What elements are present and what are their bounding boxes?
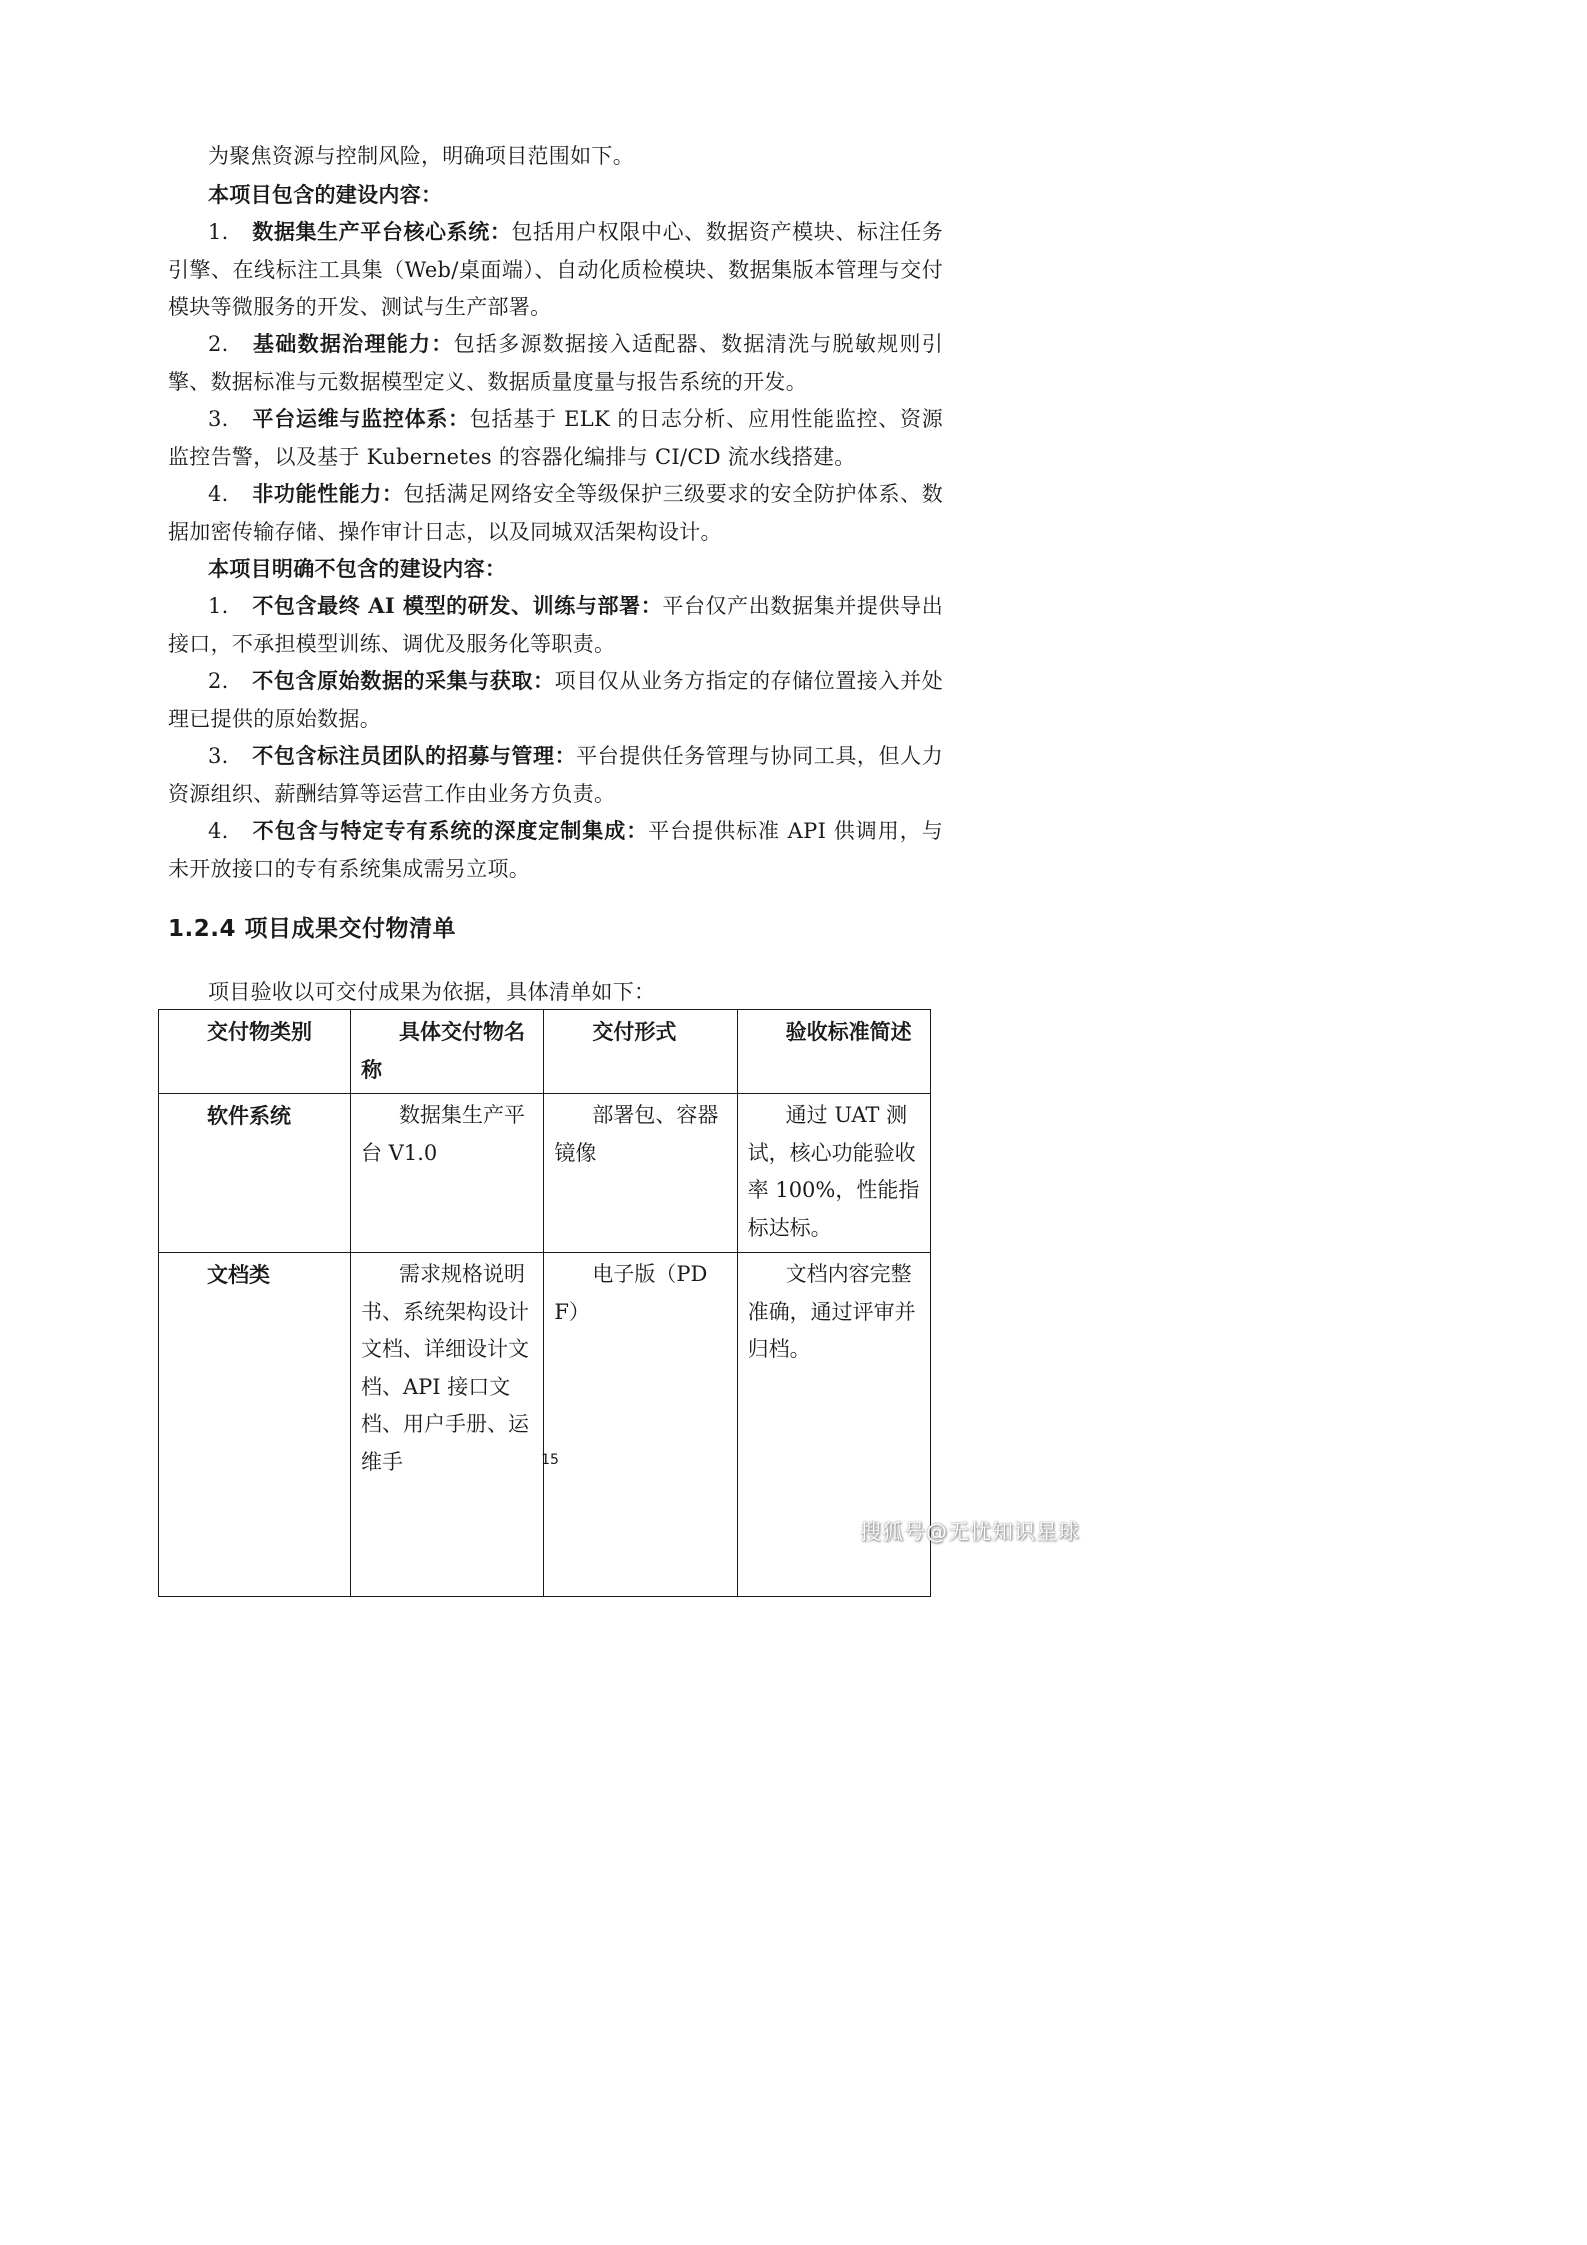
item-label: 基础数据治理能力： (252, 331, 454, 356)
list-number: 2. (208, 332, 229, 356)
table-row (159, 1253, 931, 1597)
table-header-cell: 交付物类别 (159, 1010, 351, 1094)
table-cell (351, 1253, 544, 1597)
cell-text: 文档内容完整准确，通过评审并归档。 (747, 1262, 916, 1361)
table-header-row (159, 1010, 931, 1094)
in-scope-item-1 (168, 213, 943, 327)
list-number: 1. (208, 594, 229, 618)
list-number: 2. (208, 669, 229, 693)
item-text: 包括基于 ELK 的日志分析、应用性能监控、资源监控告警，以及基于 Kubernetes 的容器化编排与 CI/CD 流水线搭建。 (168, 407, 944, 469)
section-number: 1.2.4 (168, 916, 236, 942)
item-label: 不包含原始数据的采集与获取： (252, 668, 555, 693)
list-number: 4. (208, 819, 229, 843)
cell-text: 需求规格说明书、系统架构设计文档、详细设计文档、API 接口文档、用户手册、运维手 (361, 1262, 529, 1474)
item-text: 平台提供标准 API 供调用，与未开放接口的专有系统集成需另立项。 (168, 819, 943, 881)
item-text: 平台提供任务管理与协同工具，但人力资源组织、薪酬结算等运营工作由业务方负责。 (168, 744, 943, 806)
list-number: 3. (208, 744, 229, 768)
document-page (0, 0, 1100, 1556)
out-scope-title: 本项目明确不包含的建设内容： (208, 556, 507, 581)
cell-text: 文档类 (207, 1262, 270, 1287)
table-cell (159, 1253, 351, 1597)
item-label: 不包含最终 AI 模型的研发、训练与部署： (252, 593, 663, 618)
watermark: 搜狐号@无忧知识星球 (860, 1520, 1080, 1544)
section-title: 项目成果交付物清单 (244, 916, 457, 942)
in-scope-title: 本项目包含的建设内容： (208, 182, 443, 207)
table-cell (544, 1253, 737, 1597)
item-label: 数据集生产平台核心系统： (252, 219, 512, 244)
table-header-cell: 交付形式 (544, 1010, 737, 1094)
list-number: 3. (208, 407, 229, 431)
out-scope-item-1 (168, 587, 943, 663)
in-scope-item-2 (168, 325, 943, 401)
table-header-cell: 具体交付物名称 (351, 1010, 544, 1094)
out-scope-item-4 (168, 812, 943, 888)
table-intro: 项目验收以可交付成果为依据，具体清单如下： (208, 980, 656, 1004)
out-scope-item-2 (168, 662, 943, 738)
item-text: 项目仅从业务方指定的存储位置接入并处理已提供的原始数据。 (168, 669, 943, 731)
in-scope-item-4 (168, 475, 943, 551)
item-text: 平台仅产出数据集并提供导出接口，不承担模型训练、调优及服务化等职责。 (168, 594, 943, 656)
cell-text: 电子版（PDF） (554, 1262, 708, 1324)
page-number: 15 (541, 1452, 559, 1468)
out-scope-item-3 (168, 737, 943, 813)
list-number: 1. (208, 220, 229, 244)
item-label: 平台运维与监控体系： (252, 406, 470, 431)
item-label: 不包含标注员团队的招募与管理： (252, 743, 577, 768)
intro-paragraph: 为聚焦资源与控制风险，明确项目范围如下。 (208, 144, 634, 168)
table-cell: 数据集生产平台 V1.0 (351, 1094, 544, 1253)
table-cell: 软件系统 (159, 1094, 351, 1253)
item-text: 包括用户权限中心、数据资产模块、标注任务引擎、在线标注工具集（Web/桌面端）、自动化质检模块、数据集版本管理与交付模块等微服务的开发、测试与生产部署。 (168, 220, 943, 319)
table-row (159, 1094, 931, 1253)
item-text: 包括满足网络安全等级保护三级要求的安全防护体系、数据加密传输存储、操作审计日志，以及同城双活架构设计。 (168, 482, 943, 544)
table-cell: 通过 UAT 测试，核心功能验收率 100%，性能指标达标。 (737, 1094, 930, 1253)
in-scope-item-3 (168, 400, 943, 476)
deliverables-table (158, 1009, 931, 1597)
item-text: 包括多源数据接入适配器、数据清洗与脱敏规则引擎、数据标准与元数据模型定义、数据质量度量与报告系统的开发。 (168, 332, 943, 394)
section-heading (168, 910, 456, 943)
item-label: 非功能性能力： (252, 481, 404, 506)
table-header-cell: 验收标准简述 (737, 1010, 930, 1094)
item-label: 不包含与特定专有系统的深度定制集成： (252, 818, 649, 843)
table-cell: 部署包、容器镜像 (544, 1094, 737, 1253)
list-number: 4. (208, 482, 229, 506)
